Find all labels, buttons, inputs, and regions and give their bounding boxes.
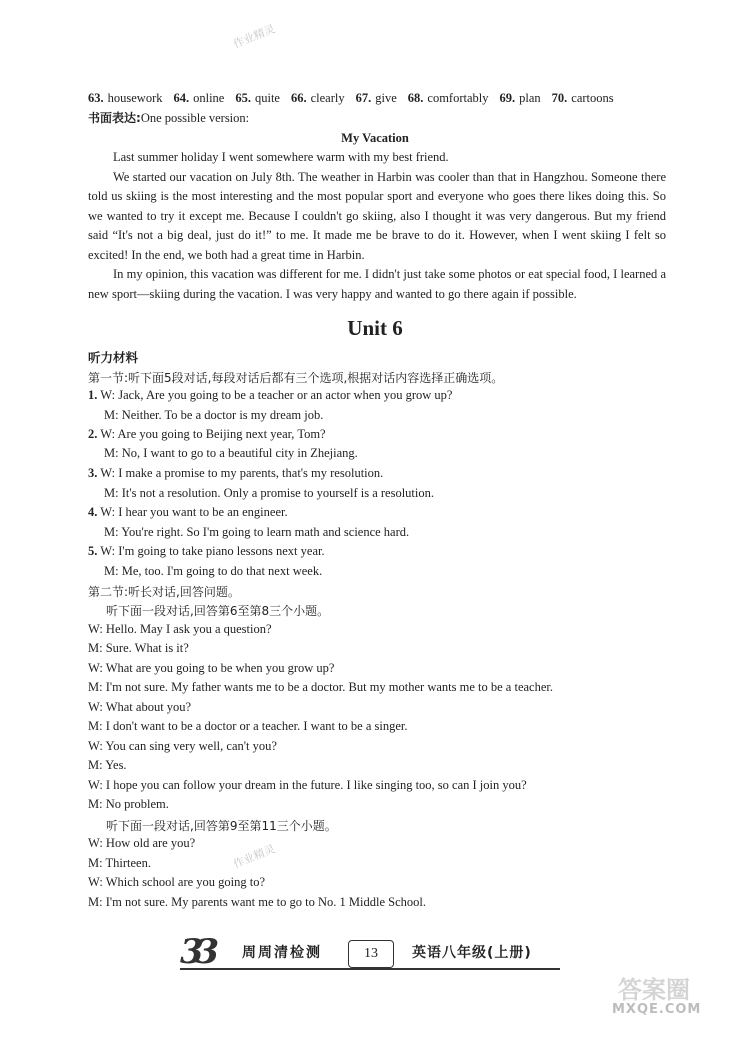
section1-instruction: 第一节:听下面5段对话,每段对话后都有三个选项,根据对话内容选择正确选项。 bbox=[88, 371, 504, 385]
answer-number: 70. bbox=[551, 91, 568, 105]
dialogue-5-m: M: Me, too. I'm going to do that next week. bbox=[104, 564, 323, 578]
writing-label-line bbox=[88, 111, 249, 126]
answer-number: 67. bbox=[355, 91, 372, 105]
dialogue-4-w: 4. W: I hear you want to be an engineer. bbox=[88, 505, 288, 519]
answer-word: clearly bbox=[310, 91, 345, 105]
answer-word: give bbox=[375, 91, 397, 105]
essay-paragraph: Last summer holiday I went somewhere warm with my best friend. bbox=[113, 150, 449, 164]
corner-watermark-cn: 答案圈 bbox=[618, 976, 690, 1004]
long-dialogue-line: W: How old are you? bbox=[88, 836, 196, 850]
footer-logo: 3 3 bbox=[180, 932, 210, 972]
dialogue-3-w: 3. W: I make a promise to my parents, that's my resolution. bbox=[88, 466, 384, 480]
essay-title: My Vacation bbox=[341, 131, 409, 145]
dialogue-2-w: 2. W: Are you going to Beijing next year, Tom? bbox=[88, 427, 326, 441]
long-dialogue-line: M: No problem. bbox=[88, 797, 169, 811]
long-dialogue-line: M: Sure. What is it? bbox=[88, 641, 189, 655]
section2-instruction: 第二节:听长对话,回答问题。 bbox=[88, 585, 240, 599]
corner-watermark: MXQE.COM bbox=[612, 1002, 702, 1017]
answer-row bbox=[88, 91, 625, 106]
essay-paragraph: We started our vacation on July 8th. The weather in Harbin was cooler than that in Hangzhou. Someone there told us skiing is the most interesting and the most popular sport and everyone who goes there likes doing this. So we wanted to try it except me. Because I couldn't go skiing, also I thought it was very dangerous. But my friend said “It's not a big deal, just do it!” to me. It made me be brave to do it. However, when I went skiing I felt so excited! In the end, we both had a great time in Harbin. bbox=[88, 169, 666, 262]
dialogue-1-w: 1. W: Jack, Are you going to be a teacher or an actor when you grow up? bbox=[88, 388, 453, 402]
essay-paragraph: In my opinion, this vacation was different for me. I didn't just take some photos or eat special food, I learned a new sport—skiing during the vacation. I was very happy and wanted to go there again if possible. bbox=[88, 267, 666, 301]
dialogue-1-m: M: Neither. To be a doctor is my dream job. bbox=[104, 408, 324, 422]
answer-number: 63. bbox=[88, 91, 104, 105]
long-dialogue-line: W: You can sing very well, can't you? bbox=[88, 739, 277, 753]
long-dialogue-line: M: I'm not sure. My father wants me to be a doctor. But my mother wants me to be a teacher. bbox=[88, 680, 553, 694]
page-number: 13 bbox=[348, 940, 394, 968]
answer-number: 64. bbox=[173, 91, 190, 105]
long-dialogue-line: W: What about you? bbox=[88, 700, 192, 714]
essay-body bbox=[88, 148, 666, 304]
long-dialogue-line: M: I'm not sure. My parents want me to go to No. 1 Middle School. bbox=[88, 895, 426, 909]
long-dialogue-line: M: Thirteen. bbox=[88, 856, 151, 870]
dialogue-3-m: M: It's not a resolution. Only a promise to yourself is a resolution. bbox=[104, 486, 434, 500]
listening-heading: 听力材料 bbox=[88, 350, 139, 365]
answer-number: 66. bbox=[290, 91, 307, 105]
long-dialogue-line: W: Which school are you going to? bbox=[88, 875, 266, 889]
prompt-questions-9-11: 听下面一段对话,回答第9至第11三个小题。 bbox=[106, 819, 337, 833]
long-dialogue-line: W: What are you going to be when you grow up? bbox=[88, 661, 335, 675]
answer-number: 69. bbox=[499, 91, 516, 105]
answer-word: cartoons bbox=[571, 91, 614, 105]
footer-subject: 英语八年级(上册) bbox=[412, 945, 532, 961]
watermark-top: 作业精灵 bbox=[231, 22, 278, 51]
dialogue-5-w: 5. W: I'm going to take piano lessons next year. bbox=[88, 544, 325, 558]
dialogue-2-m: M: No, I want to go to a beautiful city in Zhejiang. bbox=[104, 446, 358, 460]
answer-number: 65. bbox=[235, 91, 251, 105]
long-dialogue-line: W: I hope you can follow your dream in the future. I like singing too, so can I join you? bbox=[88, 778, 527, 792]
page-footer bbox=[180, 928, 560, 976]
prompt-questions-6-8: 听下面一段对话,回答第6至第8三个小题。 bbox=[106, 604, 330, 618]
answer-word: plan bbox=[519, 91, 541, 105]
answer-word: comfortably bbox=[427, 91, 489, 105]
long-dialogue-line: M: Yes. bbox=[88, 758, 127, 772]
answer-word: quite bbox=[254, 91, 280, 105]
watermark-bottom: 作业精灵 bbox=[231, 842, 278, 871]
answer-number: 68. bbox=[407, 91, 424, 105]
writing-label: 书面表达: bbox=[88, 111, 141, 125]
footer-rule bbox=[180, 968, 560, 970]
dialogue-4-m: M: You're right. So I'm going to learn math and science hard. bbox=[104, 525, 410, 539]
footer-brand: 周周清检测 bbox=[242, 945, 322, 961]
long-dialogue-line: M: I don't want to be a doctor or a teacher. I want to be a singer. bbox=[88, 719, 408, 733]
answer-word: housework bbox=[107, 91, 163, 105]
writing-intro: One possible version: bbox=[140, 111, 250, 125]
long-dialogue-line: W: Hello. May I ask you a question? bbox=[88, 622, 272, 636]
unit-title: Unit 6 bbox=[347, 316, 403, 340]
answer-word: online bbox=[193, 91, 225, 105]
